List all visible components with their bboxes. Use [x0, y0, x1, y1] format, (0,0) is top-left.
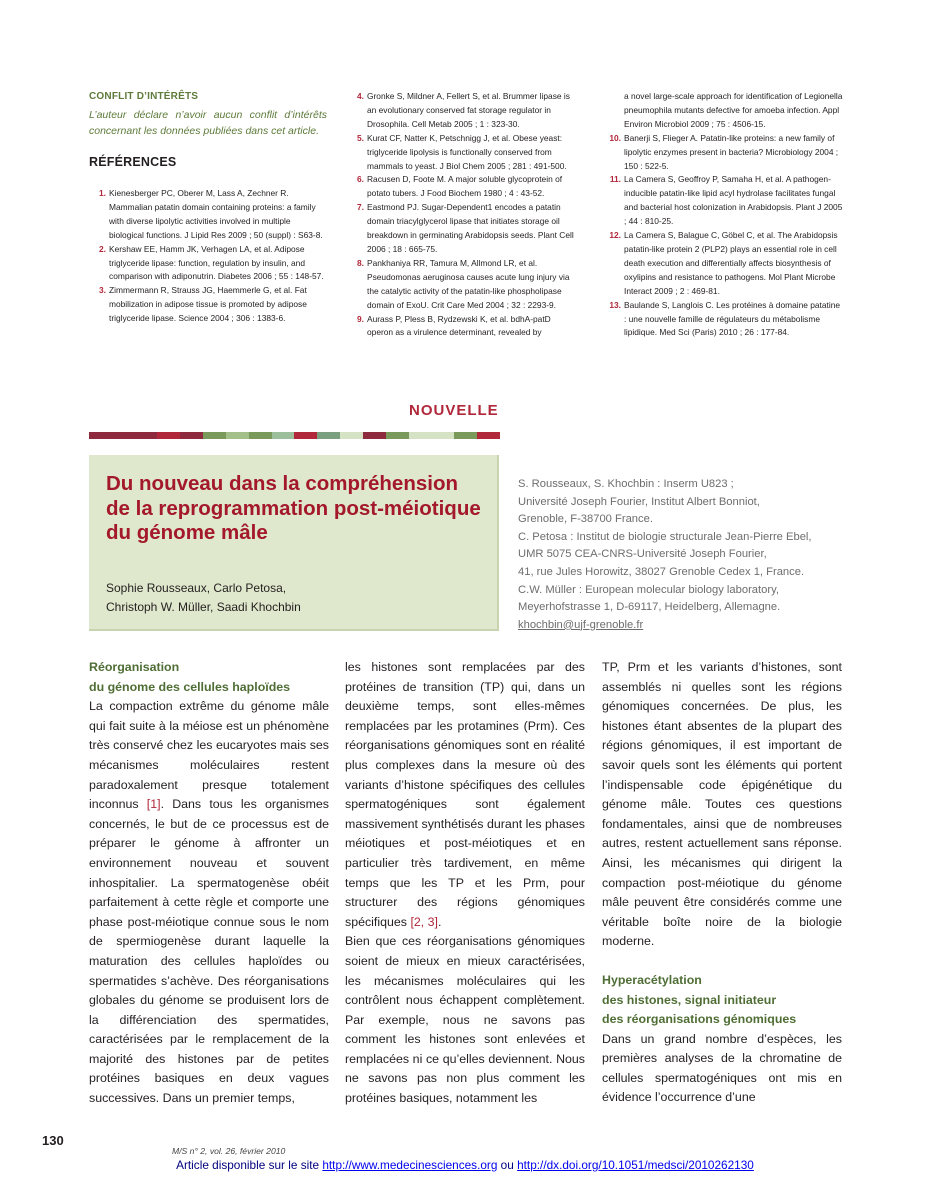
stripe-segment — [431, 432, 454, 439]
affiliation-line: 41, rue Jules Horowitz, 38027 Grenoble Cedex 1, France. — [518, 565, 805, 578]
affiliation-line: Université Joseph Fourier, Institut Albert Bonniot, — [518, 495, 760, 508]
conflict-title: CONFLIT D’INTÉRÊTS — [89, 91, 199, 102]
article-authors — [106, 579, 486, 616]
reference-item: a novel large-scale approach for identification of Legionella pneumophila mutants defective for amoeba infection. Appl Environ Microbiol 2009 ; 75 : 4506-15. — [624, 91, 843, 129]
conflict-text: L’auteur déclare n’avoir aucun conflit d’intérêts concernant les données publiées dans cet article. — [89, 109, 327, 137]
stripe-segment — [409, 432, 432, 439]
reference-item: 13. Baulande S, Langlois C. Les protéines à domaine patatine : une nouvelle famille de régulateurs du métabolisme lipidique. Med Sci (Paris) 2010 ; 26 : 177-84. — [609, 299, 841, 338]
stripe-segment — [135, 432, 158, 439]
reference-item: 10. Banerji S, Flieger A. Patatin-like proteins: a new family of lipolytic enzymes present in bacteria? Microbiology 2004 ; 150 : 522-5. — [609, 132, 839, 171]
doi-link[interactable]: http://dx.doi.org/10.1051/medsci/2010262130 — [517, 1158, 754, 1172]
references-title: RÉFÉRENCES — [89, 155, 177, 169]
reference-item: 5. Kurat CF, Natter K, Petschnigg J, et al. Obese yeast: triglyceride lipolysis is functionally conserved from mammals to yeast. J Biol Chem 2005 ; 281 : 491-500. — [357, 132, 567, 171]
affiliation-line: S. Rousseaux, S. Khochbin : Inserm U823 ; — [518, 478, 734, 490]
references-column-3 — [609, 90, 844, 340]
authors-line: Sophie Rousseaux, Carlo Petosa, — [106, 581, 287, 595]
affiliation-line: UMR 5075 CEA-CNRS-Université Joseph Fourier, — [518, 548, 767, 561]
reference-item: 9. Aurass P, Pless B, Rydzewski K, et al. bdhA-patD operon as a virulence determinant, revealed by — [357, 313, 551, 338]
paragraph: Bien que ces réorganisations génomiques soient de mieux en mieux caractérisées, les mécanismes moléculaires qui les contrôlent nous échappent complètement. Par exemple, nous ne savons pas comment les histones sont enlevées et remplacées ni ce qu’elles deviennent. Nous ne savons pas non plus comment les protéines basiques, notamment les — [345, 934, 585, 1106]
stripe-segment — [89, 432, 112, 439]
stripe-segment — [249, 432, 272, 439]
stripe-segment — [294, 432, 317, 439]
stripe-segment — [157, 432, 180, 439]
email-link[interactable]: khochbin@ujf-grenoble.fr — [518, 618, 644, 631]
references-column-2 — [357, 90, 579, 340]
reference-item: 12. La Camera S, Balague C, Göbel C, et al. The Arabidopsis patatin-like protein 2 (PLP2) plays an essential role in cell death execution and differentially affects biosynthesis of oxylipins and resistance to pathogens. Mol Plant Microbe Interact 2009 ; 2 : 469-81. — [609, 230, 838, 296]
article-title: Du nouveau dans la compréhension de la reprogrammation post-méiotique du génome mâle — [106, 472, 481, 544]
stripe-segment — [112, 432, 135, 439]
section-heading: Réorganisation du génome des cellules haploïdes — [89, 660, 291, 694]
section-label: NOUVELLE — [409, 402, 499, 419]
paragraph: Dans un grand nombre d’espèces, les premières analyses de la chromatine de cellules spermatogéniques ont mis en évidence l’occurrence d’une — [602, 1031, 842, 1105]
stripe-segment — [340, 432, 363, 439]
paragraph: les histones sont remplacées par des protéines de transition (TP) qui, dans un deuxième temps, sont elles-mêmes remplacées par les protamines (Prm). Ces réorganisations génomiques sont en réalité plus complexes dans la mesure où des variants d’histone spécifiques des cellules spermatogéniques sont également massivement synthétisés durant les phases méiotiques et post-méiotiques et en particulier très tardivement, en même temps que les TP et les Prm, pour structurer des régions génomiques spécifiques [2, 3]. — [345, 660, 585, 929]
paragraph: TP, Prm et les variants d’histones, sont assemblés ni quelles sont les régions génomiques concernées. De plus, les histones étant absentes de la plupart des régions génomiques, il est important de savoir quels sont les éléments qui portent l’indispensable code épigénétique du génome mâle. Toutes ces questions fondamentales, ainsi que de nombreuses autres, restent actuellement sans réponse. Ainsi, les mécanismes qui dirigent la compaction post-méiotique du génome mâle peuvent être considérés comme une véritable boîte noire de la biologie moderne. — [602, 660, 842, 949]
stripe-segment — [272, 432, 295, 439]
reference-item: 4. Gronke S, Mildner A, Fellert S, et al. Brummer lipase is an evolutionary conserved fat storage regulator in Drosophila. Cell Metab 2005 ; 1 : 323-30. — [357, 91, 570, 129]
stripe-segment — [203, 432, 226, 439]
body-column-2 — [345, 658, 585, 1109]
reference-item: 8. Pankhaniya RR, Tamura M, Allmond LR, et al. Pseudomonas aeruginosa causes acute lung injury via the catalytic activity of the patatin-like phospholipase domain of ExoU. Crit Care Med 2004 ; 32 : 2293-9. — [357, 257, 570, 310]
stripe-segment — [363, 432, 386, 439]
page-number: 130 — [42, 1133, 64, 1148]
stripe-segment — [317, 432, 340, 439]
affiliation-line: C. Petosa : Institut de biologie structurale Jean-Pierre Ebel, — [518, 530, 812, 543]
affiliation-line: C.W. Müller : European molecular biology laboratory, — [518, 583, 779, 596]
reference-item: 6. Racusen D, Foote M. A major soluble glycoprotein of potato tubers. J Food Biochem 1980 ; 4 : 43-52. — [357, 174, 563, 199]
citation-link[interactable]: [2, 3] — [410, 914, 438, 929]
stripe-segment — [454, 432, 477, 439]
references-column-1 — [99, 187, 327, 326]
authors-line: Christoph W. Müller, Saadi Khochbin — [106, 599, 301, 614]
reference-item: 1. Kienesberger PC, Oberer M, Lass A, Zechner R. Mammalian patatin domain containing proteins: a family with diverse lipolytic activities involved in multiple biological functions. J Lipid Res 2009 ; 50 (suppl) : S63-8. — [99, 188, 323, 240]
paragraph: La compaction extrême du génome mâle qui fait suite à la méiose est un phénomène très conservé chez les eucaryotes mais ses mécanismes moléculaires restent paradoxalement presque totalement inconnus [1]. Dans tous les organismes concernés, le but de ce processus est de préparer le génome à affronter un environnement nouveau et souvent inhospitalier. La spermatogenèse obéit parfaitement à cette règle et comporte une phase post-méiotique connue sous le nom de spermiogenèse durant laquelle la maturation des cellules haploïdes ou spermatides s’achève. Des réorganisations globales du génome se produisent lors de la différenciation des spermatides, caractérisées par le remplacement de la majorité des histones par de petites protéines basiques en deux vagues successives. Dans un premier temps, — [89, 699, 329, 1106]
reference-item: 7. Eastmond PJ. Sugar-Dependent1 encodes a patatin domain triacylglycerol lipase that initiates storage oil breakdown in germinating Arabidopsis seeds. Plant Cell 2006 ; 18 : 665-75. — [357, 202, 574, 254]
affiliation-line: Meyerhofstrasse 1, D-69117, Heidelberg, Allemagne. — [518, 601, 781, 614]
affiliation-line: Grenoble, F-38700 France. — [518, 513, 653, 526]
availability-line: Article disponible sur le site http://www.medecinesciences.org ou http://dx.doi.org/10.1051/medsci/2010262130 — [176, 1158, 754, 1172]
site-link[interactable]: http://www.medecinesciences.org — [322, 1158, 498, 1172]
reference-item: 3. Zimmermann R, Strauss JG, Haemmerle G, et al. Fat mobilization in adipose tissue is promoted by adipose triglyceride lipase. Science 2004 ; 306 : 1383-6. — [99, 285, 307, 324]
stripe-segment — [477, 432, 500, 439]
stripe-segment — [226, 432, 249, 439]
reference-item: 11. La Camera S, Geoffroy P, Samaha H, et al. A pathogen-inducible patatin-like lipid acyl hydrolase facilitates fungal and bacterial host colonization in Arabidopsis. Plant J 2005 ; 44 : 810-25. — [609, 174, 843, 227]
reference-item: 2. Kershaw EE, Hamm JK, Verhagen LA, et al. Adipose triglyceride lipase: function, regulation by insulin, and comparison with adiponutrin. Diabetes 2006 ; 55 : 148-57. — [99, 243, 324, 282]
body-column-3 — [602, 658, 842, 1108]
stripe-segment — [180, 432, 203, 439]
journal-reference: M/S n° 2, vol. 26, février 2010 — [172, 1146, 286, 1156]
citation-link[interactable]: [1] — [146, 797, 161, 812]
body-column-1 — [89, 658, 329, 1109]
stripe-segment — [386, 432, 409, 439]
decorative-stripe — [89, 432, 500, 439]
section-heading: Hyperacétylation des histones, signal initiateur des réorganisations génomiques — [602, 972, 797, 1027]
affiliations — [518, 476, 848, 634]
